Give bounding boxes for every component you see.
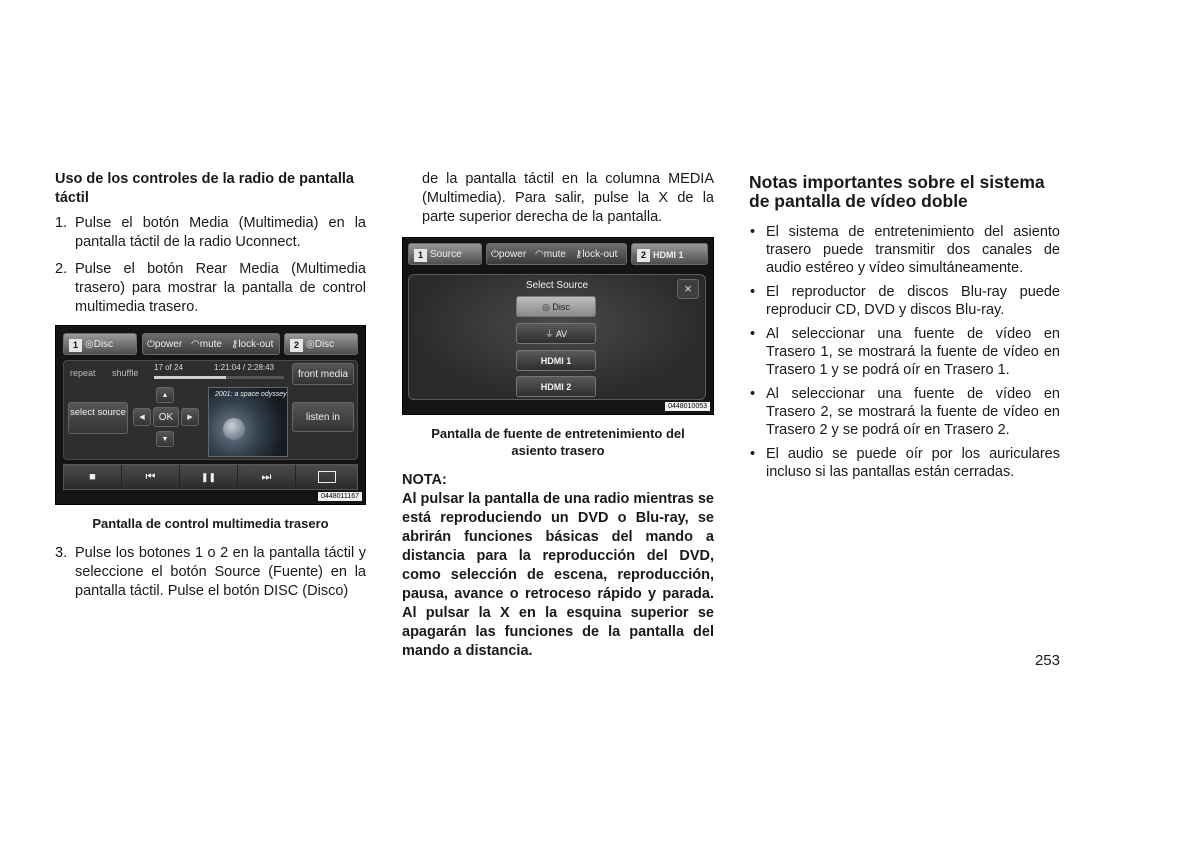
up-arrow-icon[interactable]: ▲ [156,387,174,403]
step-text: Pulse el botón Rear Media (Multimedia trasero) para mostrar la pantalla de control multimedia trasero. [75,261,366,315]
hdmi-tab-label: HDMI 1 [653,250,684,260]
lockout-label: lock-out [582,249,618,260]
shuffle-button[interactable]: shuffle [112,368,139,378]
note-label: NOTA: [402,472,447,488]
power-icon: ⏻ [491,249,499,260]
section-title: Notas importantes sobre el sistema de pantalla de vídeo doble [749,172,1045,211]
continuation-text: de la pantalla táctil en la columna MEDIA (Multimedia). Para salir, pulse la X de la parte superior derecha de la pantalla. [422,171,714,225]
section-subheading: Uso de los controles de la radio de pantalla táctil [55,171,354,206]
figure-id: 0448011167 [318,492,362,501]
av-plug-icon: ⏚ [544,329,556,339]
repeat-button[interactable]: repeat [70,368,96,378]
source-option-label: HDMI 1 [540,356,572,366]
step-number: 3. [55,545,68,561]
next-icon[interactable]: ⏭ [238,465,296,489]
power-icon: ⏻ [147,339,155,350]
rear1-source-label: Disc [93,339,114,350]
lockout-button[interactable] [575,244,617,266]
power-label: power [154,339,183,350]
source-option-hdmi2[interactable] [516,376,596,397]
step-2 [55,260,366,317]
disc-icon: ◎ [306,339,315,350]
bullet-dot: • [750,446,756,462]
source-option-disc[interactable] [516,296,596,317]
bullet-item [749,223,1060,277]
lock-icon: ⚷ [575,249,583,260]
power-button[interactable] [491,244,526,266]
rear1-tab[interactable] [408,243,482,265]
bullet-dot: • [750,386,756,402]
mute-label: mute [199,339,222,350]
ok-button[interactable]: OK [153,407,179,427]
close-icon[interactable]: × [677,279,699,299]
rear-media-control-screen [55,325,366,505]
elapsed-time: 1:21:04 / 2:28:43 [214,363,275,372]
screen-toggle-glyph [318,471,336,483]
step-text: Pulse los botones 1 o 2 en la pantalla táctil y seleccione el botón Source (Fuente) en la pantalla táctil. Pulse el botón DISC (Disco) [75,545,366,599]
disc-icon: ◎ [542,302,553,312]
figure-id: 0448010053 [665,402,710,411]
planet-graphic [223,418,245,440]
lockout-label: lock-out [238,339,274,350]
audio-controls-group [142,333,280,355]
rear2-tab[interactable] [284,333,358,355]
bullet-item [749,445,1060,481]
select-source-panel [408,274,706,400]
power-button[interactable] [147,334,182,356]
source-option-hdmi1[interactable] [516,350,596,371]
rear1-number-badge: 1 [414,249,427,262]
left-column [55,170,366,609]
middle-column [402,170,714,661]
audio-controls-group [486,243,627,265]
rear2-tab[interactable] [631,243,708,265]
listen-in-button[interactable]: listen in [292,402,354,432]
rear2-source-label: Disc [314,339,335,350]
album-art-title: 2001: a space odyssey [215,391,287,398]
rear1-tab[interactable] [63,333,137,355]
step-1 [55,214,366,252]
track-counter: 17 of 24 [154,363,183,372]
stop-icon[interactable]: ■ [64,465,122,489]
mute-button[interactable] [535,244,566,266]
note-text: Al pulsar la pantalla de una radio mientras se está reproduciendo un DVD o Blu-ray, se abrirán funciones básicas del mando a distancia para la reproducción del DVD, como selección de escena, reproducción, pausa, avance o retroceso rápido y parada. Al pulsar la X en la esquina superior se apagarán las funciones de la pantalla del mando a distancia. [402,491,714,659]
bullet-item [749,385,1060,439]
mute-label: mute [543,249,566,260]
previous-icon[interactable]: ⏮ [122,465,180,489]
rear2-number-badge: 2 [290,339,303,352]
down-arrow-icon[interactable]: ▼ [156,431,174,447]
headphones-icon: ◠ [535,249,544,260]
playback-panel [63,360,358,460]
page-number: 253 [1034,652,1060,669]
source-tab-label: Source [430,249,462,260]
source-selection-screen [402,237,714,415]
right-column [749,170,1060,487]
disc-icon: ◎ [85,339,94,350]
select-source-button[interactable]: select source [68,402,128,434]
pause-icon[interactable]: ❚❚ [180,465,238,489]
mute-button[interactable] [191,334,222,356]
screen-toggle-icon[interactable] [296,465,357,489]
transport-bar [63,464,358,490]
bullet-text: Al seleccionar una fuente de vídeo en Trasero 2, se mostrará la fuente de vídeo en Trasero 2 y se podrá oír en Trasero 2. [766,386,1060,438]
rear1-number-badge: 1 [69,339,82,352]
headphones-icon: ◠ [191,339,200,350]
album-art [208,387,288,457]
left-arrow-icon[interactable]: ◀ [133,408,151,426]
bullet-text: El audio se puede oír por los auriculares incluso si las pantallas están cerradas. [766,446,1060,480]
source-option-av[interactable] [516,323,596,344]
source-option-label: Disc [552,302,570,312]
figure-caption: Pantalla de control multimedia trasero [92,516,329,531]
bullet-text: Al seleccionar una fuente de vídeo en Trasero 1, se mostrará la fuente de vídeo en Trasero 1 y se podrá oír en Trasero 1. [766,326,1060,378]
source-option-label: AV [555,329,568,339]
front-media-button[interactable]: front media [292,363,354,385]
lockout-button[interactable] [231,334,273,356]
bullet-item [749,325,1060,379]
step-number: 2. [55,261,68,277]
bullet-text: El sistema de entretenimiento del asiento trasero puede transmitir dos canales de audio estéreo y vídeo simultáneamente. [766,224,1060,276]
step-number: 1. [55,215,68,231]
bullet-dot: • [750,224,756,240]
bullet-text: El reproductor de discos Blu-ray puede reproducir CD, DVD y discos Blu-ray. [766,284,1060,318]
step-3 [55,544,366,601]
progress-bar[interactable] [154,376,284,379]
source-option-label: HDMI 2 [540,382,572,392]
rear2-number-badge: 2 [637,249,650,262]
figure-caption: Pantalla de fuente de entretenimiento del asiento trasero [431,426,685,458]
step-text: Pulse el botón Media (Multimedia) en la pantalla táctil de la radio Uconnect. [75,215,366,250]
progress-fill [154,376,226,379]
power-label: power [498,249,527,260]
bullet-item [749,283,1060,319]
select-source-title: Select Source [525,280,589,291]
bullet-dot: • [750,284,756,300]
bullet-dot: • [750,326,756,342]
lock-icon: ⚷ [231,339,239,350]
right-arrow-icon[interactable]: ▶ [181,408,199,426]
